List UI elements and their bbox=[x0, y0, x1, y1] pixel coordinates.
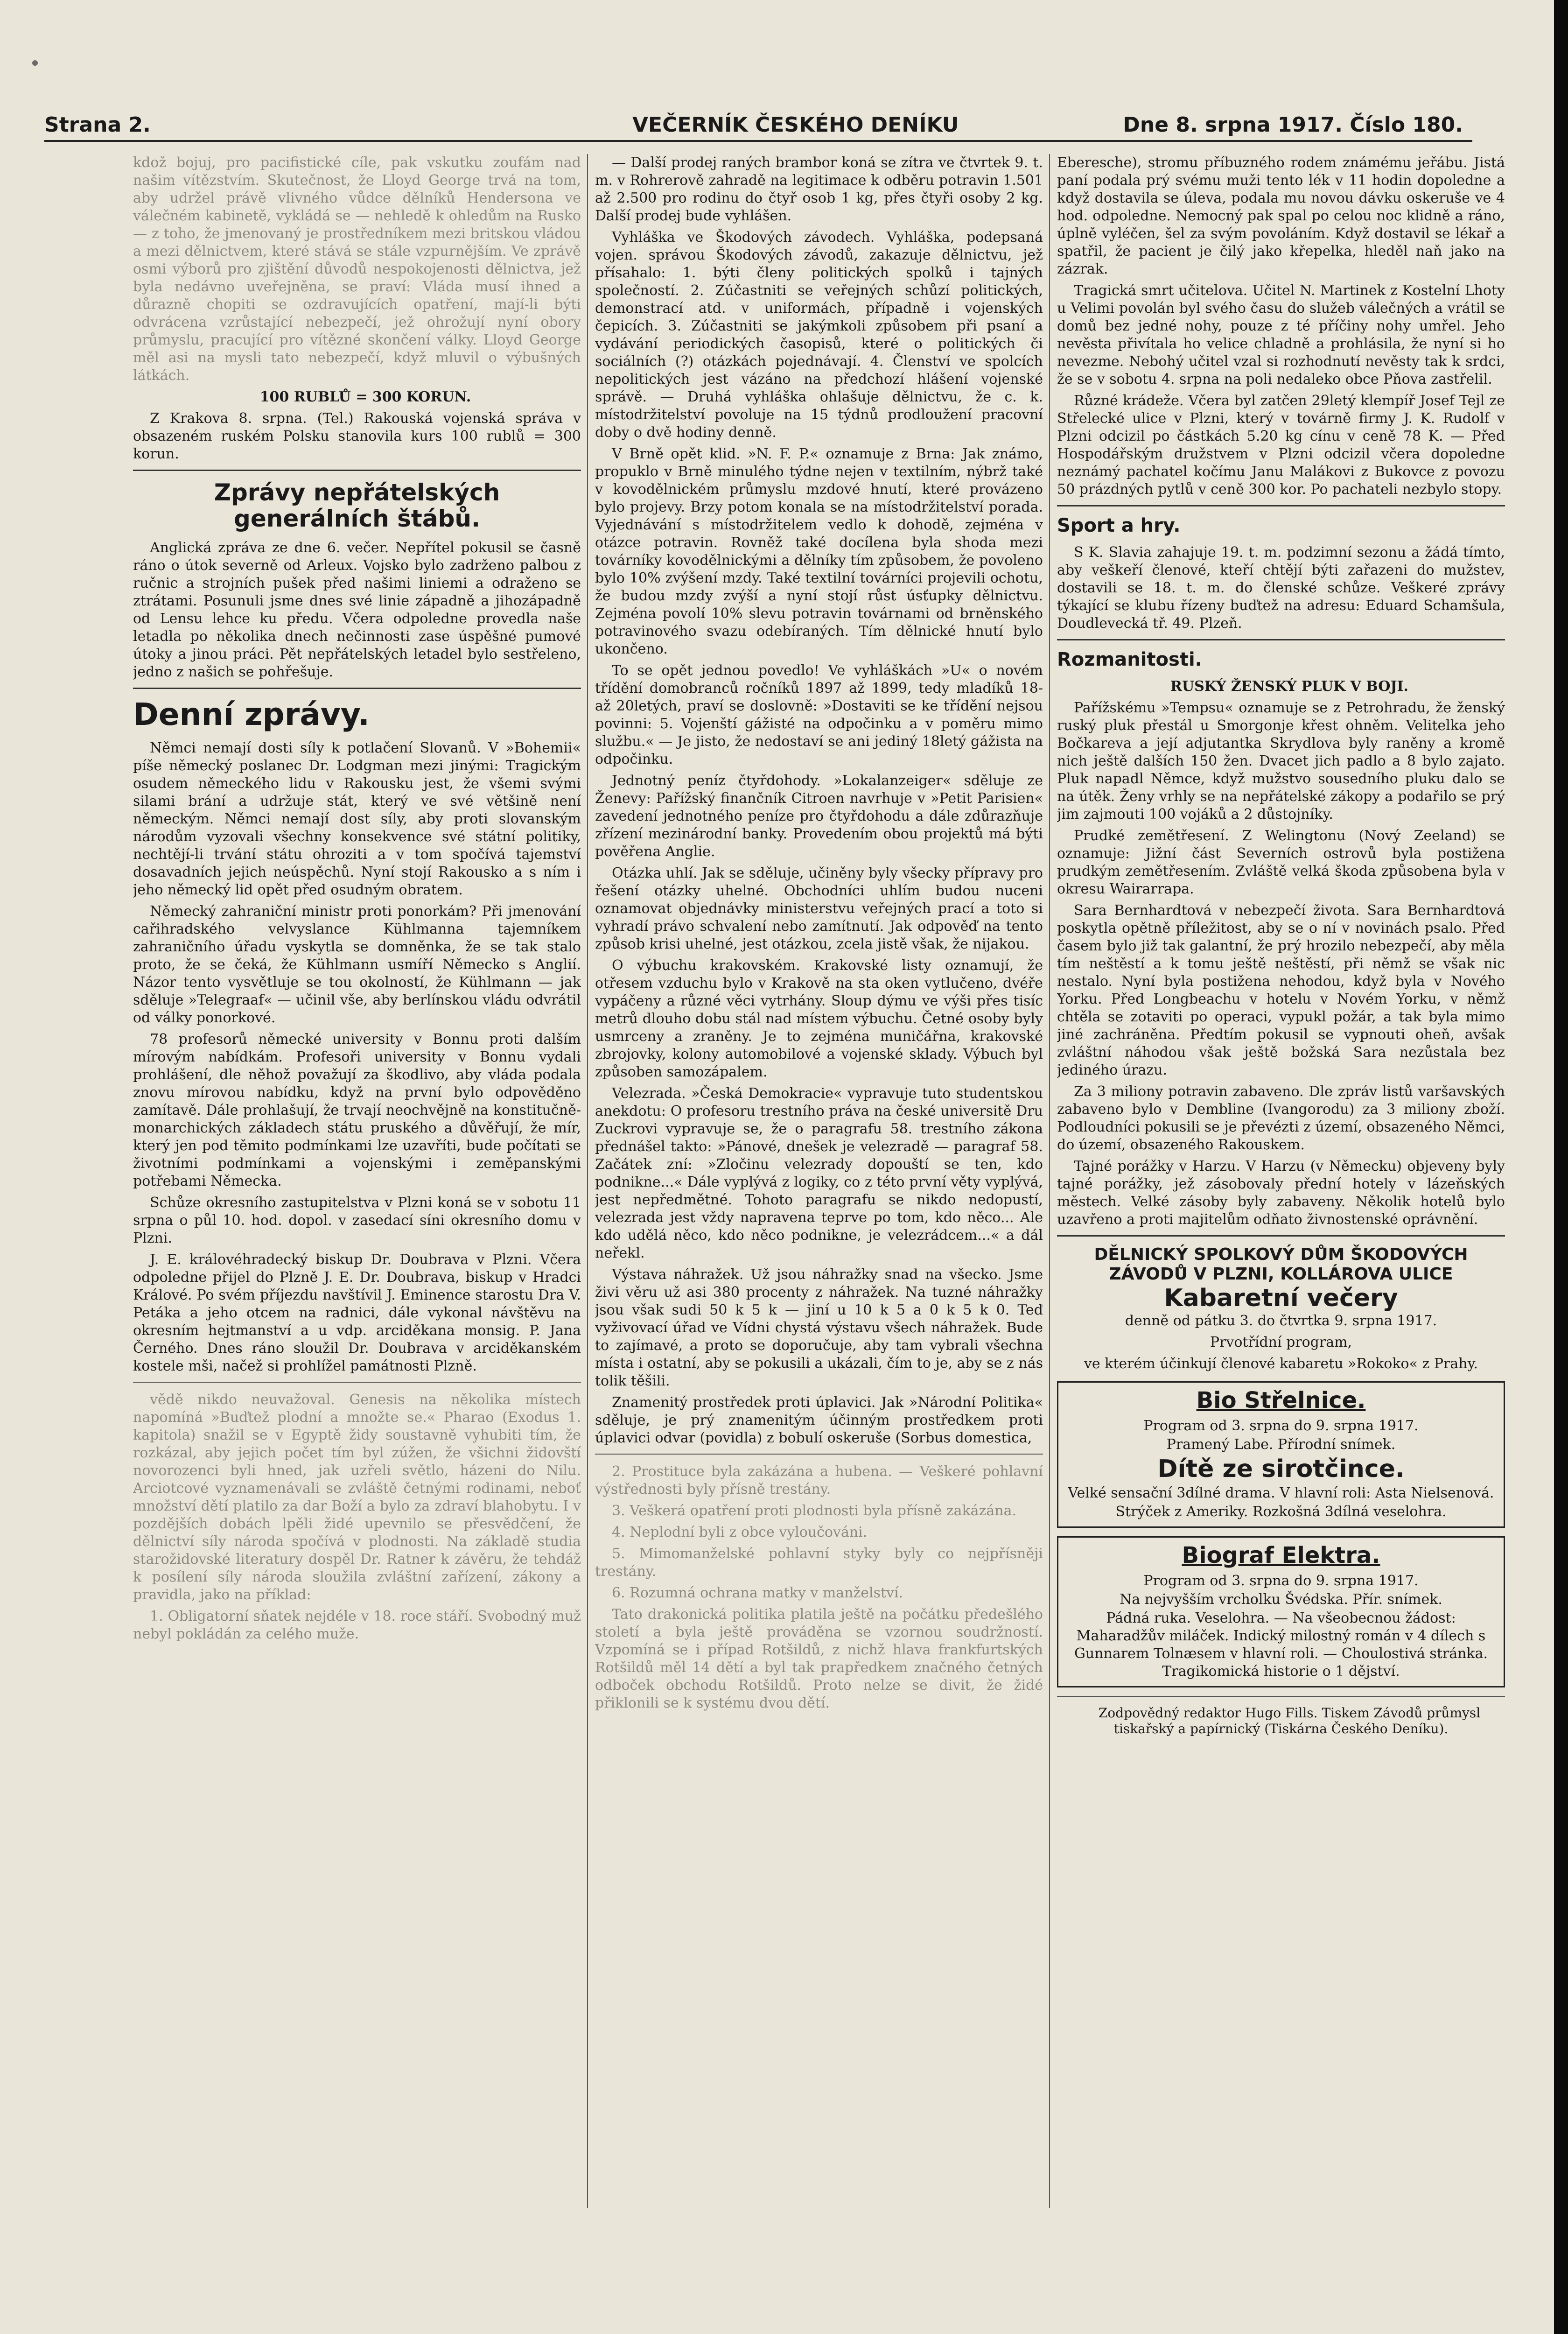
sport-item: S K. Slavia zahajuje 19. t. m. podzimní sezonu a žádá tímto, aby veškeří členové, kteří chtějí býti zařazeni do mužstev, dostavili se 18. t. m. do členské schůze. Veškeré zprávy týkající se klubu řízeny buďtež na adresu: Eduard Schamšula, Doudlevecká tř. 49. Plzeň. bbox=[1057, 544, 1505, 632]
advert-line: Velké sensační 3dílné drama. V hlavní roli: Asta Nielsenová. bbox=[1068, 1485, 1494, 1501]
news-item: — Další prodej raných brambor koná se zítra ve čtvrtek 9. t. m. v Rohrerově zahradě na legitimace k odběru potravin 1.501 až 2.500 pro rodinu do čtyř osob 1 kg, přes čtyři osoby 2 kg. Další prodej bude vyhlášen. bbox=[595, 155, 1043, 224]
advert-biograf-elektra bbox=[1057, 1536, 1505, 1687]
page-number: Strana 2. bbox=[44, 113, 151, 137]
section-title-misc: Rozmanitosti. bbox=[1057, 649, 1202, 670]
advert-title: Bio Střelnice. bbox=[1196, 1387, 1366, 1413]
advert-line: Na nejvyšším vrcholku Švédska. Přír. snímek. bbox=[1120, 1591, 1442, 1608]
advert-line: ve kterém účinkují členové kabaretu »Rokoko« z Prahy. bbox=[1084, 1356, 1478, 1372]
advert-organizer: DĚLNICKÝ SPOLKOVÝ DŮM ŠKODOVÝCH ZÁVODŮ V PLZNI, KOLLÁROVA ULICE bbox=[1094, 1245, 1468, 1284]
section-divider bbox=[1057, 639, 1505, 640]
column-3 bbox=[1057, 154, 1505, 2208]
issue-date: Dne 8. srpna 1917. Číslo 180. bbox=[1123, 113, 1463, 137]
advert-cabaret bbox=[1057, 1245, 1505, 1373]
news-item: Znamenitý prostředek proti úplavici. Jak »Národní Politika« sděluje, je prý znamenitým účinným prostředkem proti úplavici odvar (povidla) z bobulí oskeruše (Sorbus domestica, bbox=[595, 1394, 1043, 1446]
newspaper-title: VEČERNÍK ČESKÉHO DENÍKU bbox=[632, 113, 959, 137]
article-english-report: Anglická zpráva ze dne 6. večer. Nepřítel pokusil se časně ráno o útok severně od Arleux. Vojsko bylo zadrženo palbou z ručnic a strojních pušek před našimi liniemi a odraženo se ztrátami. Posunuli jsme dnes své linie západně a jihozápadně od Lensu lehce ku předu. Včera odpoledne provedla naše letadla po několika dnech nečinnosti zase úspěšné pumové útoky a jinou práci. Pět nepřátelských letadel bylo sestřeleno, jedno z našich se pohřešuje. bbox=[133, 540, 581, 680]
news-item: Jednotný peníz čtyřdohody. »Lokalanzeiger« sděluje ze Ženevy: Pařížský finančník Citroen navrhuje v »Petit Parisien« zavedení jednotného peníze pro čtyřdohodu a dále zdůrazňuje zřízení mezinárodní banky. Provedením obou projektů má býti pověřena Anglie. bbox=[595, 773, 1043, 860]
imprint: Zodpovědný redaktor Hugo Fills. Tiskem Závodů průmysl tiskařský a papírnický (Tiskárna Českého Deníku). bbox=[1098, 1705, 1481, 1736]
headline-rubles: 100 RUBLŮ = 300 KORUN. bbox=[259, 389, 471, 405]
section-divider bbox=[595, 1454, 1043, 1455]
section-divider bbox=[133, 1382, 581, 1383]
news-item: To se opět jednou povedlo! Ve vyhláškách »U« o novém třídění domobranců ročníků 1897 až 1899, tedy mladíků 18- až 20letých, praví se doslovně: »Dostaviti se ke třídění nejsou povinni: 5. Vojenští gážisté na odpočinku a v poměru mimo službu.« — Je jisto, že nedostaví se ani jediný 18letý gážista na odpočinku. bbox=[595, 662, 1043, 767]
section-divider bbox=[1057, 505, 1505, 506]
news-item: Tajné porážky v Harzu. V Harzu (v Německu) objeveny byly tajné porážky, jež zásobovaly přední hotely v lázeňských městech. Velké zásoby byly zabaveny. Několik hotelů bylo uzavřeno a proti majitelům odňato živnostenské oprávnění. bbox=[1057, 1158, 1505, 1228]
section-divider bbox=[133, 688, 581, 689]
section-divider bbox=[1057, 1235, 1505, 1237]
article-essay: vědě nikdo neuvažoval. Genesis na několika místech napomíná »Buďtež plodní a množte se.« Pharao (Exodus 1. kapitola) snažil se v Egyptě židy soustavně vyhubiti tím, že rozkázal, aby jejich počet tím byl zúžen, že všichni židovští novorozenci byli hned, jak uzřeli světlo, házeni do Nilu. Arciotcové vyznamenávali se zvláště četnými rodinami, neboť množství dětí platilo za dar Boží a bylo za zdraví blahobytu. I v pozdějších dobách lpěli židé upevnilo se přesvědčení, že dělnictví síly národa spočívá v plodnosti. Na základě studia starožidovské literatury dospěl Dr. Ratner k závěru, že tehdáž k posílení síly národa sloužila zvláštní zařízení, zákony a pravidla, jako na příklad: bbox=[133, 1392, 581, 1603]
scan-border bbox=[1554, 0, 1568, 2334]
advert-line: denně od pátku 3. do čtvrtka 9. srpna 1917. bbox=[1125, 1313, 1437, 1329]
news-item: Tragická smrt učitelova. Učitel N. Martinek z Kostelní Lhoty u Velimi povolán byl svého času do služeb válečných a vrátil se domů bez jedné nohy, pouze z té příčiny nohy umřel. Jeho nevěsta přivítala ho velice chladně a prohlásila, že nyní si ho nevezme. Nebohý učitel vzal si rozhodnutí nevěsty tak k srdci, že se v sobotu 4. srpna na poli nedaleko obce Pňova zastřelil. bbox=[1057, 282, 1505, 387]
news-item: Různé krádeže. Včera byl zatčen 29letý klempíř Josef Tejl ze Střelecké ulice v Plzni, který v továrně firmy J. K. Rudolf v Plzni odcizil po částkách 5.20 kg cínu v ceně 78 K. — Před Hospodářským družstvem v Plzni odcizil včera dopoledne neznámý pachatel kočímu Janu Malákovi z Bukovce z povozu 50 prázdných pytlů v ceně 300 kor. Po pachateli nezbylo stopy. bbox=[1057, 393, 1505, 498]
advert-line: Pramený Labe. Přírodní snímek. bbox=[1166, 1436, 1396, 1453]
advert-line: Program od 3. srpna do 9. srpna 1917. bbox=[1143, 1418, 1419, 1434]
essay-list-item: 4. Neplodní byli z obce vyloučováni. bbox=[612, 1524, 868, 1540]
section-title-daily-news: Denní zprávy. bbox=[133, 696, 370, 732]
column-1 bbox=[133, 154, 581, 2208]
news-item: Němci nemají dosti síly k potlačení Slovanů. V »Bohemii« píše německý poslanec Dr. Lodgman mezi jinými: Tragickým osudem německého lidu v Rakousku jest, že všemi svými silami brání a udržuje stát, který ve své většině není německým. Němci nemají dost síly, aby proti slovanským národům vyzovali všechny konsekvence své státní politiky, nechtějí-li trvání státu ohroziti a v tom spočívá tajemství dosavadních jejich neúspěchů. Nyní stojí Rakousko a s ním i jeho německý lid opět před osudným obratem. bbox=[133, 740, 581, 898]
news-item: V Brně opět klid. »N. F. P.« oznamuje z Brna: Jak známo, propuklo v Brně minulého týdne nejen v textilním, nýbrž také v kovodělnickém průmyslu mzdové hnutí, které provázeno bylo projevy. Brzy potom konala se na místodržitelství porada. Vyjednávání s místodržitelem vedlo k dohodě, zejména v otázce potravin. Rovněž také docílena byla shoda mezi továrníky kovodělnickými a dělníky tím způsobem, že povoleno bylo 10% zvýšení mzdy. Také textilní továrníci projevili ochotu, že budou mzdy zvýší a nyní stojí růst úsťupky dělnictvu. Zejména povolí 10% slevu potravin továrnami od brněnského potravinového svazu odebíraných. Tím dělnické hnutí bylo ukončeno. bbox=[595, 446, 1043, 657]
column-2 bbox=[595, 154, 1043, 2208]
page-header bbox=[44, 107, 1472, 142]
ink-spot-icon bbox=[26, 54, 44, 72]
essay-list-item: 2. Prostituce byla zakázána a hubena. — Veškeré pohlavní výstřednosti byly přísně trestány. bbox=[595, 1463, 1043, 1497]
essay-list-item: 6. Rozumná ochrana matky v manželství. bbox=[612, 1585, 903, 1601]
section-divider bbox=[133, 470, 581, 471]
article-essay: 1. Obligatorní sňatek nejdéle v 18. roce stáří. Svobodný muž nebyl pokládán za celého muže. bbox=[133, 1608, 581, 1642]
essay-list-item: 3. Veškerá opatření proti plodnosti byla přísně zakázána. bbox=[612, 1503, 1016, 1519]
advert-title: Kabaretní večery bbox=[1164, 1284, 1398, 1312]
article-rubles: Z Krakova 8. srpna. (Tel.) Rakouská vojenská správa v obsazeném ruském Polsku stanovila kurs 100 rublů = 300 korun. bbox=[133, 410, 581, 462]
section-divider bbox=[1057, 1696, 1505, 1697]
advert-line: Pádná ruka. Veselohra. — Na všeobecnou žádost: Maharadžův miláček. Indický milostný román v 4 dílech s Gunnarem Tolnæsem v hlavní roli. — Choulostivá stránka. Tragikomická historie o 1 dějství. bbox=[1074, 1610, 1488, 1680]
news-item: O výbuchu krakovském. Krakovské listy oznamují, že otřesem vzduchu bylo v Krakově na sta oken vytlučeno, dvéře vypáčeny a různé věci vytrhány. Sloup dýmu ve výši přes tisíc metrů dlouho dobu stál nad místem výbuchu. Četné osoby byly usmrceny a zraněny. Je to zejména muničářna, krakovské zbrojovky, kolony automobilové a vojenské sklady. Výbuch byl způsoben samozápalem. bbox=[595, 957, 1043, 1080]
headline-regiment: RUSKÝ ŽENSKÝ PLUK V BOJI. bbox=[1170, 678, 1408, 695]
advert-line: Prvotřídní program, bbox=[1210, 1334, 1352, 1350]
advert-line: Strýček z Ameriky. Rozkošná 3dílná veselohra. bbox=[1115, 1504, 1447, 1520]
section-title-sport: Sport a hry. bbox=[1057, 515, 1181, 536]
column-divider bbox=[1049, 154, 1050, 2208]
news-item: 78 profesorů německé university v Bonnu proti dalším mírovým nabídkám. Profesoři university v Bonnu vydali prohlášení, dle něhož považují za škodlivo, aby vláda podala znovu mírovou nabídku, když na první bylo odpověděno zamítavě. Dále prohlašují, že trvají neochvějně na konstitučně-monarchických základech státu pruského a důvěřují, že mír, který jen pod těmito podmínkami lze uzavříti, bude počítati se životními podmínkami a vojenskými i zeměpanskými potřebami Německa. bbox=[133, 1031, 581, 1189]
news-item: Výstava náhražek. Už jsou náhražky snad na všecko. Jsme živi věru už asi 380 procenty z náhražek. Na tuzné náhražky jsou však sudi 50 k 5 k — jiní u 10 k 5 a 0 k 5 k 0. Teď vyživovací úřad ve Vídni chystá výstavu všech náhražek. Bude to zajímavé, a proto se doporučuje, aby tam vybrali všechna místa i ostatní, aby se pokusili a ukázali, čím to je, aby se z nás tolik těšili. bbox=[595, 1266, 1043, 1389]
news-item: Schůze okresního zastupitelstva v Plzni koná se v sobotu 11 srpna o půl 10. hod. dopol. v zasedací síni okresního domu v Plzni. bbox=[133, 1195, 581, 1246]
news-item: Za 3 miliony potravin zabaveno. Dle zpráv listů varšavských zabaveno bylo v Dembline (Ivangorodu) za 3 miliony zboží. Podloudníci pokusili se je převézti z území, obsazeného Němci, do území, obsazeného Rakouskem. bbox=[1057, 1083, 1505, 1153]
column-divider bbox=[587, 154, 588, 2208]
news-item: Otázka uhlí. Jak se sděluje, učiněny byly všecky přípravy pro řešení otázky uhelné. Obchodníci uhlím budou nuceni oznamovat objednávky ministerstvu veřejných prací a toto si vyhradí právo schvalení nebo zamítnutí. Jak odpověď na tento způsob krisi uhelné, jest otázkou, zcela jistě však, že nijakou. bbox=[595, 865, 1043, 952]
news-item: Velezrada. »Česká Demokracie« vypravuje tuto studentskou anekdotu: O profesoru trestního práva na české universitě Dru Zuckrovi vypravuje se, že o paragrafu 58. trestního zákona přednášel takto: »Pánové, dnešek je velezradě — paragraf 58. Začátek zní: »Zločinu velezrady dopouští se ten, kdo podnikne...« Dále vyplývá z logiky, co z této první věty vyplývá, jest nepředmětné. Tohoto paragrafu se nikdo nedopustí, velezrada jest vždy napravena teprve po tom, kdo něco... Ale kdo udělá něco, kdo něco podnikne, je velezrádcem...« a dál neřekl. bbox=[595, 1085, 1043, 1261]
news-item: Německý zahraniční ministr proti ponorkám? Při jmenování cařihradského velvyslance Kühlmanna tajemníkem zahraničního úřadu vyskytla se domněnka, že se tak stalo proto, že se čeká, že Kühlmann usmíří Německo s Anglií. Názor tento vysvětluje se tou okolností, že Kühlmann — jak sděluje »Telegraaf« — učinil vše, aby berlínskou vládu odvrátil od války ponorkové. bbox=[133, 903, 581, 1026]
news-item: Sara Bernhardtová v nebezpečí života. Sara Bernhardtová poskytla opětně příležitost, aby se o ní v novinách psalo. Před časem bylo již tak galantní, že prý hrozilo nebezpečí, aby měla tím neštěstí a k tomu ještě neštěstí, při němž se však nic nestalo. Nyní byla postižena nehodou, když byla v Nového Yorku. Před Longbeachu v hotelu v Novém Yorku, v němž chtěla se zotaviti po operaci, vypukl požár, a tak byla mimo jiné zachráněna. Předtím pokusil se vypnouti oheň, avšak zvláštní náhodou však ještě božská Sara nezůstala bez jediného úrazu. bbox=[1057, 902, 1505, 1078]
advert-line: Program od 3. srpna do 9. srpna 1917. bbox=[1143, 1573, 1419, 1589]
essay-list-item: 5. Mimomanželské pohlavní styky byly co nejpřísněji trestány. bbox=[595, 1546, 1043, 1580]
article-continued: kdož bojuj, pro pacifistické cíle, pak vskutku zoufám nad našim vítězstvím. Skutečnost, že Lloyd George trvá na tom, aby udržel právě vlivného vůdce dělníků Hendersona ve válečném kabinetě, vykládá se — nehledě k ohledům na Rusko — z toho, že jmenovaný je prostředníkem mezi britskou vládou a mezi dělnictvem, které stává se stále vzpurnějším. Ve zprávě osmi výborů pro zjištění důvodů nespokojenosti dělnictva, jež byla nedávno uveřejněna, se praví: Vláda musí ihned a důrazně chopiti se ozdravujících opatření, mají-li býti odvrácena vzrůstající nebezpečí, jež ohrožují nyní obory průmyslu, pracující pro vítězné skončení války. Lloyd George měl asi na mysli tato nebezpečí, když mluvil o výbušných látkách. bbox=[133, 155, 581, 384]
advert-feature-title: Dítě ze sirotčince. bbox=[1157, 1455, 1405, 1483]
news-item: Prudké zemětřesení. Z Welingtonu (Nový Zeeland) se oznamuje: Jižní část Severních ostrovů byla postižena prudkým zemětřesením. Zvláště velká škoda způsobena byla v okresu Wairarrapa. bbox=[1057, 828, 1505, 897]
section-title-enemy-reports: Zprávy nepřátelských generálních štábů. bbox=[214, 479, 500, 532]
news-item: Vyhláška ve Škodových závodech. Vyhláška, podepsaná vojen. správou Škodových závodů, zakazuje dělnictvu, jež přísahalo: 1. býti členy politických spolků i tajných společností. 2. Zúčastniti se veřejných schůzí politických, demonstrací atd. v uniformách, případně i vojenských čepicích. 3. Zúčastniti se jakýmkoli způsobem při psaní a vydávání periodických časopisů, které o politických či sociálních (?) otázkách pojednávají. 4. Členství ve spolcích nepolitických jest vázáno na předchozí hlášení vojenské správě. — Druhá vyhláška ohlašuje dělnictvu, že c. k. místodržitelství povoluje na 15 týdnů prodloužení pracovní doby o dvě hodiny denně. bbox=[595, 229, 1043, 441]
advert-title: Biograf Elektra. bbox=[1182, 1542, 1380, 1568]
news-item: Pařížskému »Tempsu« oznamuje se z Petrohradu, že ženský ruský pluk přestál u Smorgonje křest ohněm. Velitelka jeho Bočkareva a její adjutantka Skrydlova byly raněny a kromě nich ještě dalších 150 žen. Dvacet jich padlo a 8 bylo zajato. Pluk napadl Němce, když mužstvo sousedního pluku dalo se na útěk. Ženy vrhly se na nepřátelské zákopy a podařilo se prý jim zajmouti 100 vojáků a 2 důstojníky. bbox=[1057, 700, 1505, 823]
advert-bio-strelnice bbox=[1057, 1381, 1505, 1528]
article-continued: Eberesche), stromu příbuzného rodem známému jeřábu. Jistá paní podala prý svému muži tento lék v 11 hodin dopoledne a když dostavila se úleva, podala mu novou dávku oskeruše ve 4 hod. odpoledne. Nemocný pak spal po celou noc klidně a ráno, úplně vyléčen, šel za svým povoláním. Když dostavil se lékař a spatřil, že pacient je čilý jako křepelka, hleděl naň jako na zázrak. bbox=[1057, 155, 1505, 277]
essay-paragraph: Tato drakonická politika platila ještě na počátku předešlého století a byla ještě prováděna se vzornou soudržností. Vzpomíná se i případ Rotšildů, z nichž hlava frankfurtských Rotšildů měl 14 dětí a byl tak prapředkem značného četných odboček obchodu Rotšildů. Proto nelze se divit, že židé přiklonili se k systému dvou dětí. bbox=[595, 1606, 1043, 1711]
news-item: J. E. královéhradecký biskup Dr. Doubrava v Plzni. Včera odpoledne přijel do Plzně J. E. Dr. Doubrava, biskup v Hradci Králové. Po svém příjezdu navštívil J. Eminence starostu Dra V. Petáka a jeho otcem na radnici, dále vykonal návštěvu na okresním hejtmanství a u vdp. arciděkana monsig. P. Jana Černého. Dnes ráno sloužil Dr. Doubrava v arciděkanském kostele mši, načež si prohlížel památnosti Plzně. bbox=[133, 1251, 581, 1374]
